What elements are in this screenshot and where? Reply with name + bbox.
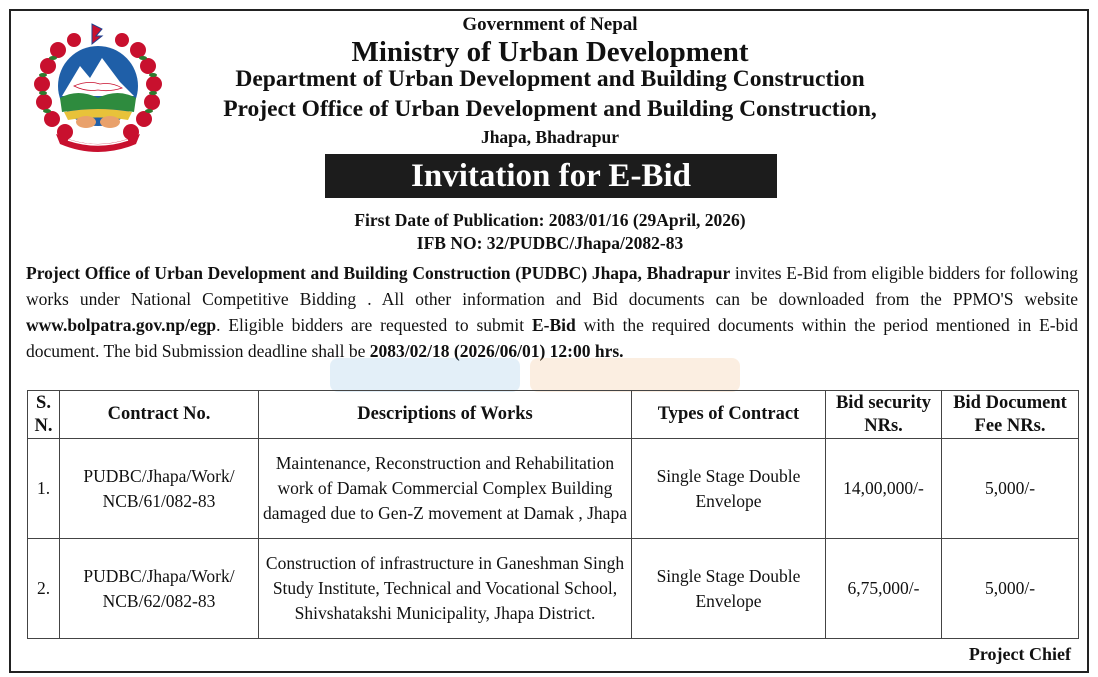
- header-department: Department of Urban Development and Building Construction: [235, 66, 865, 92]
- website-link[interactable]: www.bolpatra.gov.np/egp: [26, 315, 217, 335]
- col-sn: S. N.: [28, 391, 60, 439]
- bids-table: [27, 390, 1079, 639]
- publication-date: First Date of Publication: 2083/01/16 (29April, 2026): [354, 210, 746, 230]
- nepal-coat-of-arms-icon: [28, 22, 168, 154]
- table-row: [28, 539, 1079, 639]
- cell-contract-type: Single Stage Double Envelope: [632, 439, 826, 539]
- table-header-row: [28, 391, 1079, 439]
- para-text-2: . Eligible bidders are requested to submit: [216, 315, 532, 335]
- header-project-office: Project Office of Urban Development and Building Construction,: [223, 96, 877, 122]
- header-government: Government of Nepal: [462, 14, 638, 35]
- cell-sn: 1.: [28, 439, 60, 539]
- cell-bid-security: 14,00,000/-: [826, 439, 942, 539]
- para-text-1: invites E-Bid from eligible bidders for following works under National Competitive Bidding . All other information and Bid documents can be downloaded from the PPMO'S website: [26, 263, 1078, 309]
- title-banner: Invitation for E-Bid: [325, 154, 777, 198]
- col-bid-security: Bid security NRs.: [826, 391, 942, 439]
- invitation-paragraph: [26, 260, 1078, 364]
- signature-project-chief: Project Chief: [968, 644, 1071, 664]
- cell-description: Maintenance, Reconstruction and Rehabilitation work of Damak Commercial Complex Building damaged due to Gen-Z movement at Damak , Jhapa: [259, 439, 632, 539]
- cell-sn: 2.: [28, 539, 60, 639]
- deadline: 2083/02/18 (2026/06/01) 12:00 hrs.: [369, 341, 624, 361]
- cell-contract-no: PUDBC/Jhapa/Work/ NCB/62/082-83: [60, 539, 259, 639]
- col-contract-type: Types of Contract: [632, 391, 826, 439]
- cell-document-fee: 5,000/-: [942, 439, 1079, 539]
- org-name: Project Office of Urban Development and Building Construction (PUDBC) Jhapa, Bhadrapur: [26, 263, 731, 283]
- table-row: [28, 439, 1079, 539]
- ebid-emphasis: E-Bid: [531, 315, 576, 335]
- col-contract-no: Contract No.: [60, 391, 259, 439]
- col-description: Descriptions of Works: [259, 391, 632, 439]
- col-document-fee: Bid Document Fee NRs.: [942, 391, 1079, 439]
- header-location: Jhapa, Bhadrapur: [480, 127, 620, 147]
- cell-bid-security: 6,75,000/-: [826, 539, 942, 639]
- cell-document-fee: 5,000/-: [942, 539, 1079, 639]
- cell-description: Construction of infrastructure in Ganeshman Singh Study Institute, Technical and Vocational School, Shivshatakshi Municipality, Jhapa District.: [259, 539, 632, 639]
- cell-contract-no: PUDBC/Jhapa/Work/ NCB/61/082-83: [60, 439, 259, 539]
- header-ministry: Ministry of Urban Development: [351, 36, 749, 68]
- para-text-3: with the required documents within the period mentioned in E-bid document. The bid Submission deadline shall be: [26, 315, 1078, 361]
- ifb-number: IFB NO: 32/PUDBC/Jhapa/2082-83: [416, 233, 684, 253]
- cell-contract-type: Single Stage Double Envelope: [632, 539, 826, 639]
